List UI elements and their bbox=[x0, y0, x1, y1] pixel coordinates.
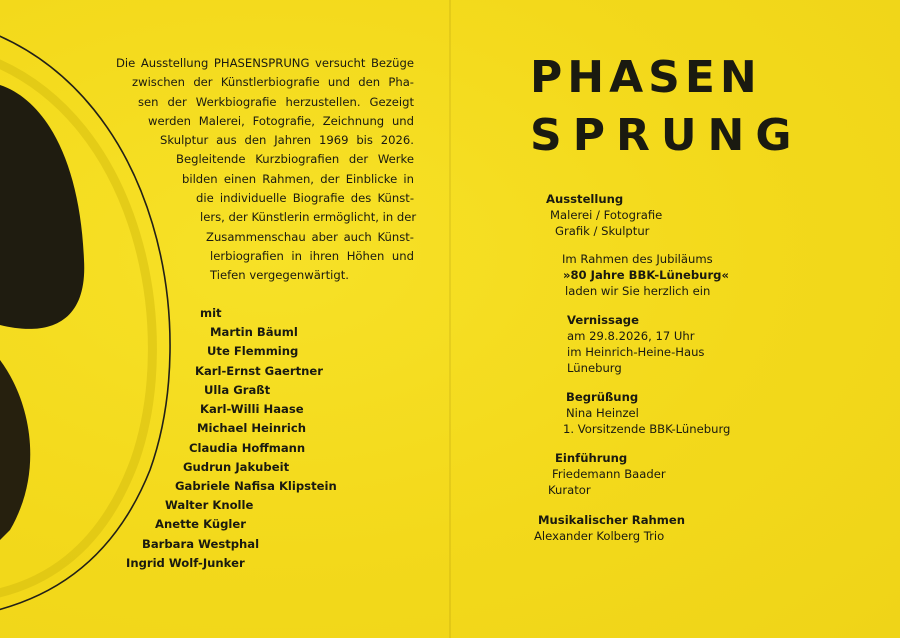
intro-line: Zusammenschau aber auch Künst- bbox=[206, 229, 414, 244]
intro-line: sen der Werkbiografie herzustellen. Gezeigt bbox=[138, 94, 414, 109]
welcome-name: Nina Heinzel bbox=[566, 406, 639, 420]
intro-line: bilden einen Rahmen, der Einblicke in bbox=[182, 171, 414, 186]
intro-line: lerbiografien in ihren Höhen und bbox=[210, 248, 414, 263]
welcome-role: 1. Vorsitzende BBK-Lüneburg bbox=[563, 422, 731, 436]
intro-line: zwischen der Künstlerbiografie und den Pha- bbox=[132, 75, 414, 90]
introduction-heading: Einführung bbox=[555, 451, 628, 465]
anniversary-event: »80 Jahre BBK-Lüneburg« bbox=[563, 268, 729, 282]
introduction-name: Friedemann Baader bbox=[552, 467, 666, 481]
artist-name: Ingrid Wolf-Junker bbox=[126, 556, 245, 570]
artist-name: Claudia Hoffmann bbox=[189, 441, 306, 455]
intro-line: Skulptur aus den Jahren 1969 bis 2026. bbox=[160, 133, 414, 148]
welcome-heading: Begrüßung bbox=[566, 390, 639, 404]
vernissage-date: am 29.8.2026, 17 Uhr bbox=[567, 329, 695, 343]
exhibition-heading: Ausstellung bbox=[546, 192, 624, 206]
intro-line: Tiefen vergegenwärtigt. bbox=[210, 268, 349, 283]
vernissage-city: Lüneburg bbox=[567, 361, 622, 375]
anniversary-text: Im Rahmen des Jubiläums bbox=[562, 252, 713, 266]
artist-name: Karl-Willi Haase bbox=[200, 402, 304, 416]
intro-line: die individuelle Biografie des Künst- bbox=[196, 191, 414, 206]
artist-name: Ulla Graßt bbox=[204, 383, 271, 397]
intro-line: lers, der Künstlerin ermöglicht, in der bbox=[200, 210, 417, 225]
artist-name: Barbara Westphal bbox=[142, 537, 260, 551]
introduction-role: Kurator bbox=[548, 483, 591, 497]
intro-line: werden Malerei, Fotografie, Zeichnung und bbox=[148, 113, 414, 128]
artist-name: Anette Kügler bbox=[155, 517, 246, 531]
music-performer: Alexander Kolberg Trio bbox=[534, 529, 665, 543]
exhibition-media: Malerei / Fotografie bbox=[550, 208, 663, 222]
artist-name: Walter Knolle bbox=[165, 498, 254, 512]
music-heading: Musikalischer Rahmen bbox=[538, 513, 685, 527]
vernissage-heading: Vernissage bbox=[567, 313, 639, 327]
artist-name: Karl-Ernst Gaertner bbox=[195, 364, 323, 378]
intro-paragraph bbox=[116, 54, 417, 286]
title-line-1: PHASEN bbox=[530, 52, 762, 103]
artist-name: Gudrun Jakubeit bbox=[183, 460, 290, 474]
intro-line: Begleitende Kurzbiografien der Werke bbox=[176, 152, 414, 167]
artists-label: mit bbox=[200, 306, 222, 320]
exhibition-media: Grafik / Skulptur bbox=[555, 224, 650, 238]
intro-line: Die Ausstellung PHASENSPRUNG versucht Bezüge bbox=[116, 56, 414, 70]
artist-name: Gabriele Nafisa Klipstein bbox=[175, 479, 337, 493]
fold-line bbox=[449, 0, 451, 638]
artist-name: Michael Heinrich bbox=[197, 421, 306, 435]
anniversary-text: laden wir Sie herzlich ein bbox=[565, 284, 711, 298]
vernissage-place: im Heinrich-Heine-Haus bbox=[567, 345, 705, 359]
title-line-2: SPRUNG bbox=[530, 110, 803, 161]
artist-name: Martin Bäuml bbox=[210, 325, 298, 339]
artist-name: Ute Flemming bbox=[207, 344, 299, 358]
